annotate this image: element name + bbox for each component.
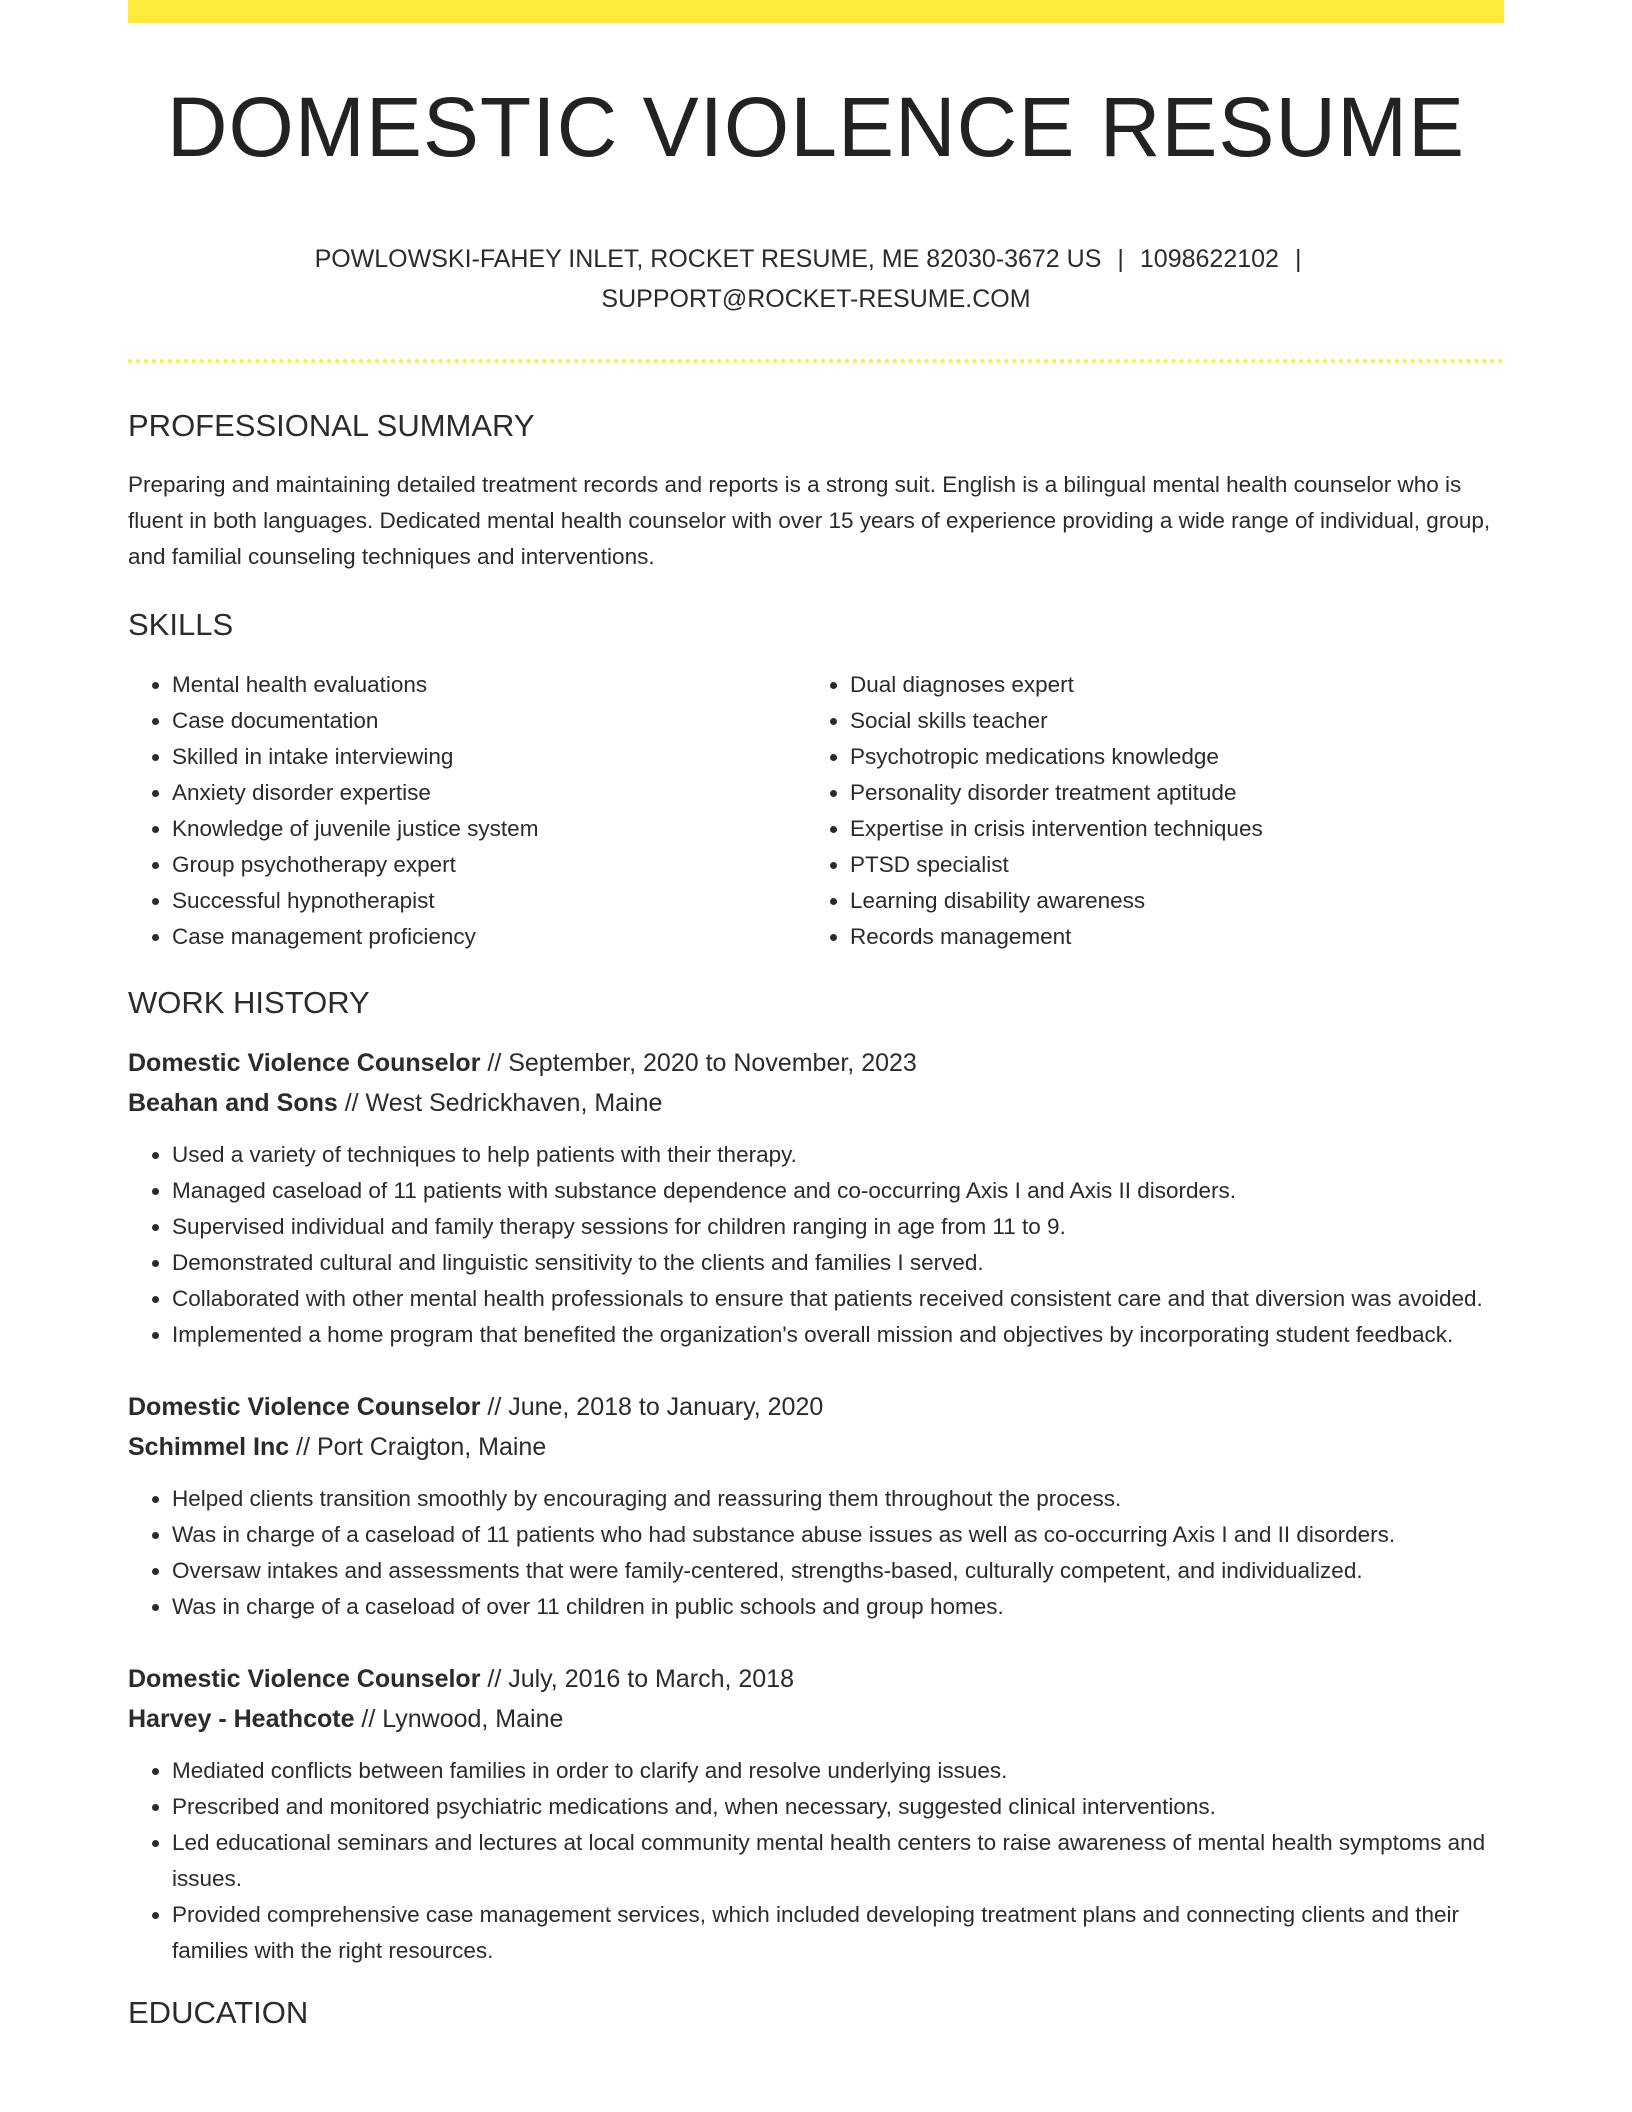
job-title-line [128, 1387, 1504, 1427]
job-company: Schimmel Inc [128, 1433, 290, 1461]
skill-item: • Psychotropic medications knowledge [850, 739, 1484, 775]
skill-item: • Case documentation [172, 703, 806, 739]
skill-item: • Knowledge of juvenile justice system [172, 811, 806, 847]
job-title-line [128, 1659, 1504, 1699]
duty-item: • Helped clients transition smoothly by encouraging and reassuring them throughout the process. [172, 1481, 1504, 1517]
job-duties [128, 1753, 1504, 1969]
resume-page [128, 0, 1504, 2031]
skill-item: • Mental health evaluations [172, 667, 806, 703]
job-title: Domestic Violence Counselor [128, 1049, 481, 1077]
skill-item: • Anxiety disorder expertise [172, 775, 806, 811]
skill-item: • Dual diagnoses expert [850, 667, 1484, 703]
job-dates: // July, 2016 to March, 2018 [480, 1665, 795, 1693]
job-location: // West Sedrickhaven, Maine [337, 1089, 663, 1117]
skill-item: • Case management proficiency [172, 919, 806, 955]
skill-item: • Group psychotherapy expert [172, 847, 806, 883]
skills-heading: SKILLS [128, 607, 234, 642]
job-location: // Port Craigton, Maine [289, 1433, 547, 1461]
job-company: Harvey - Heathcote [128, 1705, 355, 1733]
job-entry [128, 1043, 1504, 1353]
duty-item: • Oversaw intakes and assessments that were family-centered, strengths-based, culturally competent, and individualized. [172, 1553, 1504, 1589]
dotted-divider [128, 359, 1504, 363]
contact-separator: | [1294, 245, 1302, 273]
duty-item: • Was in charge of a caseload of 11 patients who had substance abuse issues as well as co-occurring Axis I and II disorders. [172, 1517, 1504, 1553]
duty-item: • Demonstrated cultural and linguistic sensitivity to the clients and families I served. [172, 1245, 1504, 1281]
job-dates: // June, 2018 to January, 2020 [480, 1393, 824, 1421]
contact-email[interactable]: SUPPORT@ROCKET-RESUME.COM [601, 285, 1031, 313]
skill-item: • Records management [850, 919, 1484, 955]
job-title-line [128, 1043, 1504, 1083]
accent-top-bar [128, 0, 1504, 23]
duty-item: • Collaborated with other mental health professionals to ensure that patients received consistent care and that diversion was avoided. [172, 1281, 1504, 1317]
contact-info [128, 239, 1504, 319]
skills-list [128, 667, 1504, 955]
skill-item: • Social skills teacher [850, 703, 1484, 739]
skill-item: • Expertise in crisis intervention techniques [850, 811, 1484, 847]
duty-item: • Managed caseload of 11 patients with substance dependence and co-occurring Axis I and Axis II disorders. [172, 1173, 1504, 1209]
work-history-heading: WORK HISTORY [128, 985, 370, 1020]
job-duties [128, 1481, 1504, 1625]
summary-heading: PROFESSIONAL SUMMARY [128, 408, 535, 443]
contact-address: POWLOWSKI-FAHEY INLET, ROCKET RESUME, ME 82030-3672 US [314, 245, 1102, 273]
duty-item: • Prescribed and monitored psychiatric medications and, when necessary, suggested clinical interventions. [172, 1789, 1504, 1825]
duty-item: • Supervised individual and family therapy sessions for children ranging in age from 11 to 9. [172, 1209, 1504, 1245]
duty-item: • Implemented a home program that benefited the organization's overall mission and objectives by incorporating student feedback. [172, 1317, 1504, 1353]
job-duties [128, 1137, 1504, 1353]
education-heading: EDUCATION [128, 1995, 309, 2030]
resume-title: DOMESTIC VIOLENCE RESUME [166, 80, 1466, 174]
job-title: Domestic Violence Counselor [128, 1393, 481, 1421]
duty-item: • Led educational seminars and lectures at local community mental health centers to raise awareness of mental health symptoms and issues. [172, 1825, 1504, 1897]
contact-phone: 1098622102 [1139, 245, 1279, 273]
skills-column-right [806, 667, 1484, 955]
job-entry [128, 1659, 1504, 1969]
duty-item: • Provided comprehensive case management services, which included developing treatment plans and connecting clients and their families with the right resources. [172, 1897, 1504, 1969]
contact-separator: | [1117, 245, 1124, 273]
skill-item: • PTSD specialist [850, 847, 1484, 883]
job-title: Domestic Violence Counselor [128, 1665, 481, 1693]
job-entry [128, 1387, 1504, 1625]
job-dates: // September, 2020 to November, 2023 [480, 1049, 917, 1077]
duty-item: • Used a variety of techniques to help patients with their therapy. [172, 1137, 1504, 1173]
skills-column-left [128, 667, 806, 955]
skill-item: • Personality disorder treatment aptitude [850, 775, 1484, 811]
job-company-line [128, 1699, 1504, 1739]
summary-text: Preparing and maintaining detailed treatment records and reports is a strong suit. English is a bilingual mental health counselor who is fluent in both languages. Dedicated mental health counselor with over 15 years of experience providing a wide range of individual, group, and familial counseling techniques and interventions. [128, 472, 1491, 569]
duty-item: • Was in charge of a caseload of over 11 children in public schools and group homes. [172, 1589, 1504, 1625]
skill-item: • Successful hypnotherapist [172, 883, 806, 919]
skill-item: • Learning disability awareness [850, 883, 1484, 919]
job-company: Beahan and Sons [128, 1089, 338, 1117]
skill-item: • Skilled in intake interviewing [172, 739, 806, 775]
job-location: // Lynwood, Maine [354, 1705, 564, 1733]
duty-item: • Mediated conflicts between families in order to clarify and resolve underlying issues. [172, 1753, 1504, 1789]
job-company-line [128, 1083, 1504, 1123]
job-company-line [128, 1427, 1504, 1467]
